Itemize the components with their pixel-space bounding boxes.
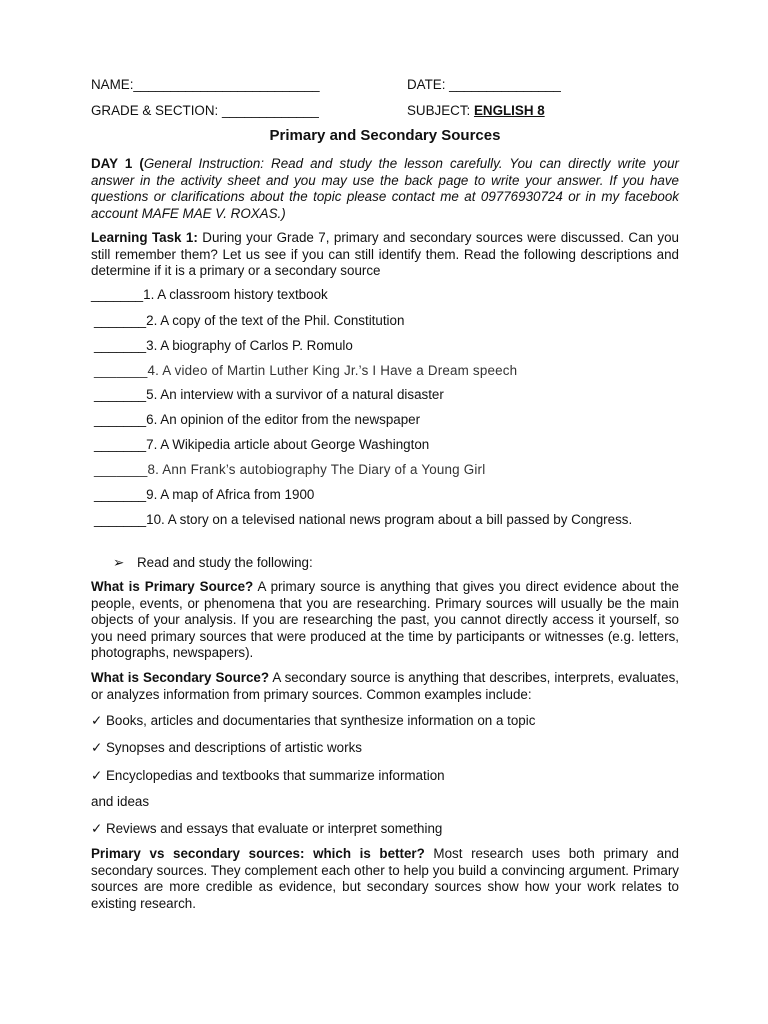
list-item: _______3. A biography of Carlos P. Romulo xyxy=(94,338,353,353)
read-instruction-text: Read and study the following: xyxy=(137,555,313,570)
page-title: Primary and Secondary Sources xyxy=(269,127,501,144)
general-instruction: General Instruction: Read and study the lesson carefully. You can directly write your answer in the activity sheet and you may use the back page to write your answer. If you have questions or clarifications about the topic please contact me at 09776930724 or in my facebook account MAFE MAE V. ROXAS.) xyxy=(91,156,679,221)
list-item: _______2. A copy of the text of the Phil. Constitution xyxy=(94,313,405,328)
list-item: _______1. A classroom history textbook xyxy=(91,287,328,302)
arrow-bullet-icon: ➢ xyxy=(113,555,125,570)
grade-section-field: GRADE & SECTION: _____________ xyxy=(91,103,319,118)
example-item: ✓ Synopses and descriptions of artistic works xyxy=(91,740,362,755)
name-field: NAME:_________________________ xyxy=(91,77,320,92)
secondary-source-text: A secondary source is anything that describes, interprets, evaluates, or analyzes information from primary sources. Common examples include: xyxy=(91,670,679,702)
day-instruction xyxy=(91,156,679,222)
example-item: ✓ Reviews and essays that evaluate or interpret something xyxy=(91,821,443,836)
comparison-text: Most research uses both primary and secondary sources. They complement each other to help you build a convincing argument. Primary sources are more credible as evidence, but secondary sources show how your work relates to existing research. xyxy=(91,846,679,911)
list-item: _______7. A Wikipedia article about George Washington xyxy=(94,437,430,452)
primary-source-definition xyxy=(91,579,679,662)
subject-field xyxy=(407,103,545,120)
example-item: and ideas xyxy=(91,794,150,809)
comparison-label: Primary vs secondary sources: which is better? xyxy=(91,846,425,861)
list-item: _______4. A video of Martin Luther King Jr.’s I Have a Dream speech xyxy=(94,363,518,378)
subject-label: SUBJECT: xyxy=(407,103,474,118)
subject-value: ENGLISH 8 xyxy=(473,103,545,118)
list-item: _______5. An interview with a survivor of a natural disaster xyxy=(94,387,444,402)
learning-task xyxy=(91,230,679,280)
learning-task-label: Learning Task 1: xyxy=(91,230,198,245)
list-item: _______8. Ann Frank’s autobiography The Diary of a Young Girl xyxy=(94,462,486,477)
list-item: _______6. An opinion of the editor from the newspaper xyxy=(94,412,421,427)
date-field: DATE: _______________ xyxy=(407,77,561,92)
secondary-source-definition xyxy=(91,670,679,703)
primary-source-text: A primary source is anything that gives you direct evidence about the people, events, or phenomena that you are researching. Primary sources will usually be the main objects of your analysis. If you are researching the past, you cannot directly access it yourself, so you need primary sources that were produced at the time by participants or witnesses (e.g. letters, photographs, newspapers). xyxy=(91,579,679,661)
list-item: _______10. A story on a televised national news program about a bill passed by Congress. xyxy=(94,512,633,527)
secondary-source-label: What is Secondary Source? xyxy=(91,670,270,685)
read-instruction xyxy=(113,555,313,572)
learning-task-text: During your Grade 7, primary and secondary sources were discussed. Can you still remember them? Let us see if you can still identify them. Read the following descriptions and determine if it is a primary or a secondary source xyxy=(91,230,679,279)
primary-source-label: What is Primary Source? xyxy=(91,579,254,594)
list-item: _______9. A map of Africa from 1900 xyxy=(94,487,315,502)
comparison-paragraph xyxy=(91,846,679,912)
day-label: DAY 1 ( xyxy=(91,156,144,171)
example-item: ✓ Encyclopedias and textbooks that summarize information xyxy=(91,768,445,783)
example-item: ✓ Books, articles and documentaries that synthesize information on a topic xyxy=(91,713,536,728)
